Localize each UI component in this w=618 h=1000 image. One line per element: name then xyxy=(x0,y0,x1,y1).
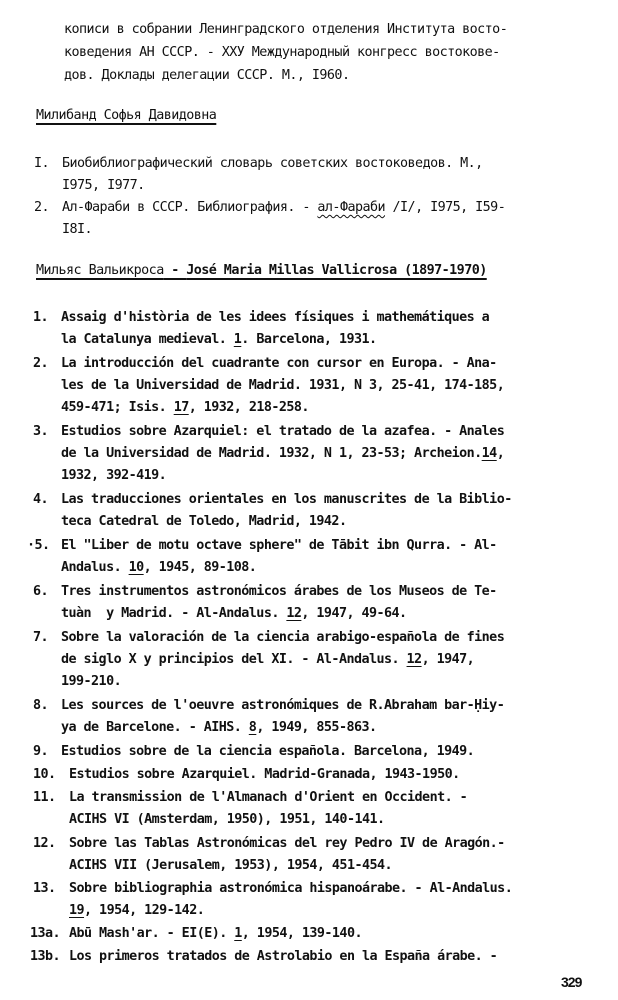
entry-text: les de la Universidad de Madrid. 1931, N 3, 25-41, 174-185, xyxy=(61,378,505,393)
entry-number: 1. xyxy=(33,310,49,325)
entry-text: La transmission de l'Almanach d'Orient en Occident. - xyxy=(69,790,468,805)
entry-number: 8. xyxy=(33,698,49,713)
entry-text-part: de la Universidad de Madrid. 1932, N 1, 23-53; Archeion. xyxy=(61,446,482,461)
entry-text: teca Catedral de Toledo, Madrid, 1942. xyxy=(61,514,347,529)
entry-text: Estudios sobre Azarquiel: el tratado de la azafea. - Anales xyxy=(61,424,505,439)
entry-text: I975, I977. xyxy=(62,178,145,193)
entry-text: ACIHS VI (Amsterdam, 1950), 1951, 140-141. xyxy=(69,812,385,827)
entry-text-part: /I/, I975, I59- xyxy=(385,200,506,215)
entry-text-part: de siglo X y principios del XI. - Al-Andalus. xyxy=(61,652,407,667)
entry-number: 2. xyxy=(33,356,49,371)
volume-number: 10 xyxy=(128,560,144,575)
entry-number: 4. xyxy=(33,492,49,507)
entry-number: 9. xyxy=(33,744,49,759)
entry-text-part: , 1947, 49-64. xyxy=(301,606,407,621)
entry-text xyxy=(61,331,377,349)
entry-text xyxy=(61,445,504,463)
entry-text-part: Abū Mash'ar. - EI(E). xyxy=(69,926,235,941)
entry-text: Sobre la valoración de la ciencia arabigo-española de fines xyxy=(61,630,505,645)
volume-number: 12 xyxy=(406,652,422,667)
entry-text: El "Liber de motu octave sphere" de Tābit ibn Qurra. - Al- xyxy=(61,538,497,553)
volume-number: 17 xyxy=(173,400,189,415)
section-heading xyxy=(36,262,487,280)
entry-text: 1932, 392-419. xyxy=(61,468,167,483)
entry-text: I8I. xyxy=(62,222,93,237)
entry-text-part: ya de Barcelone. - AIHS. xyxy=(61,720,249,735)
entry-text xyxy=(61,605,407,623)
entry-number: 11. xyxy=(33,790,56,805)
entry-text: Sobre las Tablas Astronómicas del rey Pedro IV de Aragón.- xyxy=(69,836,505,851)
entry-text-part: , 1949, 855-863. xyxy=(256,720,377,735)
entry-text: Estudios sobre de la ciencia española. Barcelona, 1949. xyxy=(61,744,475,759)
section-heading: Милибанд Софья Давидовна xyxy=(36,108,217,123)
entry-text: 199-210. xyxy=(61,674,122,689)
entry-text: Sobre bibliographia astronómica hispanoárabe. - Al-Andalus. xyxy=(69,881,513,896)
entry-text: Биобиблиографический словарь советских востоковедов. М., xyxy=(62,156,483,171)
heading-latin: José Maria Millas Vallicrosa (1897-1970) xyxy=(186,263,487,278)
entry-text xyxy=(62,199,505,217)
entry-text xyxy=(61,651,474,669)
entry-text: Estudios sobre Azarquiel. Madrid-Granada, 1943-1950. xyxy=(69,767,460,782)
entry-text-part: . Barcelona, 1931. xyxy=(241,332,377,347)
entry-text-part: , 1954, 139-140. xyxy=(241,926,362,941)
entry-text: La introducción del cuadrante con cursor en Europa. - Ana- xyxy=(61,356,497,371)
entry-text-part: Ал-Фараби в СССР. Библиография. - xyxy=(62,200,318,215)
entry-number: ·5. xyxy=(27,538,50,553)
heading-russian: Мильяс Вальикроса xyxy=(36,263,164,278)
volume-number: 8 xyxy=(248,720,257,735)
entry-number: 13. xyxy=(33,881,56,896)
entry-text-part: 459-471; Isis. xyxy=(61,400,174,415)
entry-number: 13b. xyxy=(30,949,61,964)
entry-number: 7. xyxy=(33,630,49,645)
entry-number: 12. xyxy=(33,836,56,851)
volume-number: 1 xyxy=(234,926,242,941)
entry-text-part: , xyxy=(496,446,505,461)
entry-number: 6. xyxy=(33,584,49,599)
entry-text: Assaig d'història de les idees físiques i mathemátiques a xyxy=(61,310,490,325)
entry-text-part: tuàn y Madrid. - Al-Andalus. xyxy=(61,606,287,621)
entry-text-part: , 1954, 129-142. xyxy=(84,903,205,918)
volume-number: 19 xyxy=(69,903,85,918)
entry-number: 2. xyxy=(34,200,50,215)
entry-text: Tres instrumentos astronómicos árabes de los Museos de Te- xyxy=(61,584,497,599)
entry-text: Les sources de l'oeuvre astronómiques de R.Abraham bar-Ḥiy- xyxy=(61,698,505,713)
entry-text-part: , 1932, 218-258. xyxy=(188,400,309,415)
entry-text: ACIHS VII (Jerusalem, 1953), 1954, 451-454. xyxy=(69,858,393,873)
entry-number: I. xyxy=(34,156,50,171)
entry-text xyxy=(61,399,309,417)
intro-line: коведения АН СССР. - ХХУ Международный конгресс востокове- xyxy=(64,45,500,60)
entry-text-part: Andalus. xyxy=(61,560,129,575)
entry-text-part: , 1945, 89-108. xyxy=(143,560,257,575)
volume-number: 12 xyxy=(286,606,302,621)
entry-number: 10. xyxy=(33,767,56,782)
entry-text xyxy=(69,925,362,943)
entry-text-part: la Catalunya medieval. xyxy=(61,332,234,347)
heading-separator: - xyxy=(163,263,187,278)
volume-number: 1 xyxy=(233,332,242,347)
entry-text-underlined: ал-Фараби xyxy=(317,200,386,215)
entry-text xyxy=(61,719,377,737)
intro-line: кописи в собрании Ленинградского отделения Института восто- xyxy=(64,22,508,37)
entry-text xyxy=(69,902,204,920)
page-number: 329 xyxy=(561,974,582,990)
entry-text xyxy=(61,559,256,577)
entry-text: Las traducciones orientales en los manuscrites de la Biblio- xyxy=(61,492,512,507)
entry-text: Los primeros tratados de Astrolabio en la España árabe. - xyxy=(69,949,498,964)
entry-number: 13a. xyxy=(30,926,61,941)
entry-number: 3. xyxy=(33,424,49,439)
entry-text-part: , 1947, xyxy=(421,652,475,667)
intro-line: дов. Доклады делегации СССР. М., I960. xyxy=(64,68,350,83)
volume-number: 14 xyxy=(481,446,497,461)
